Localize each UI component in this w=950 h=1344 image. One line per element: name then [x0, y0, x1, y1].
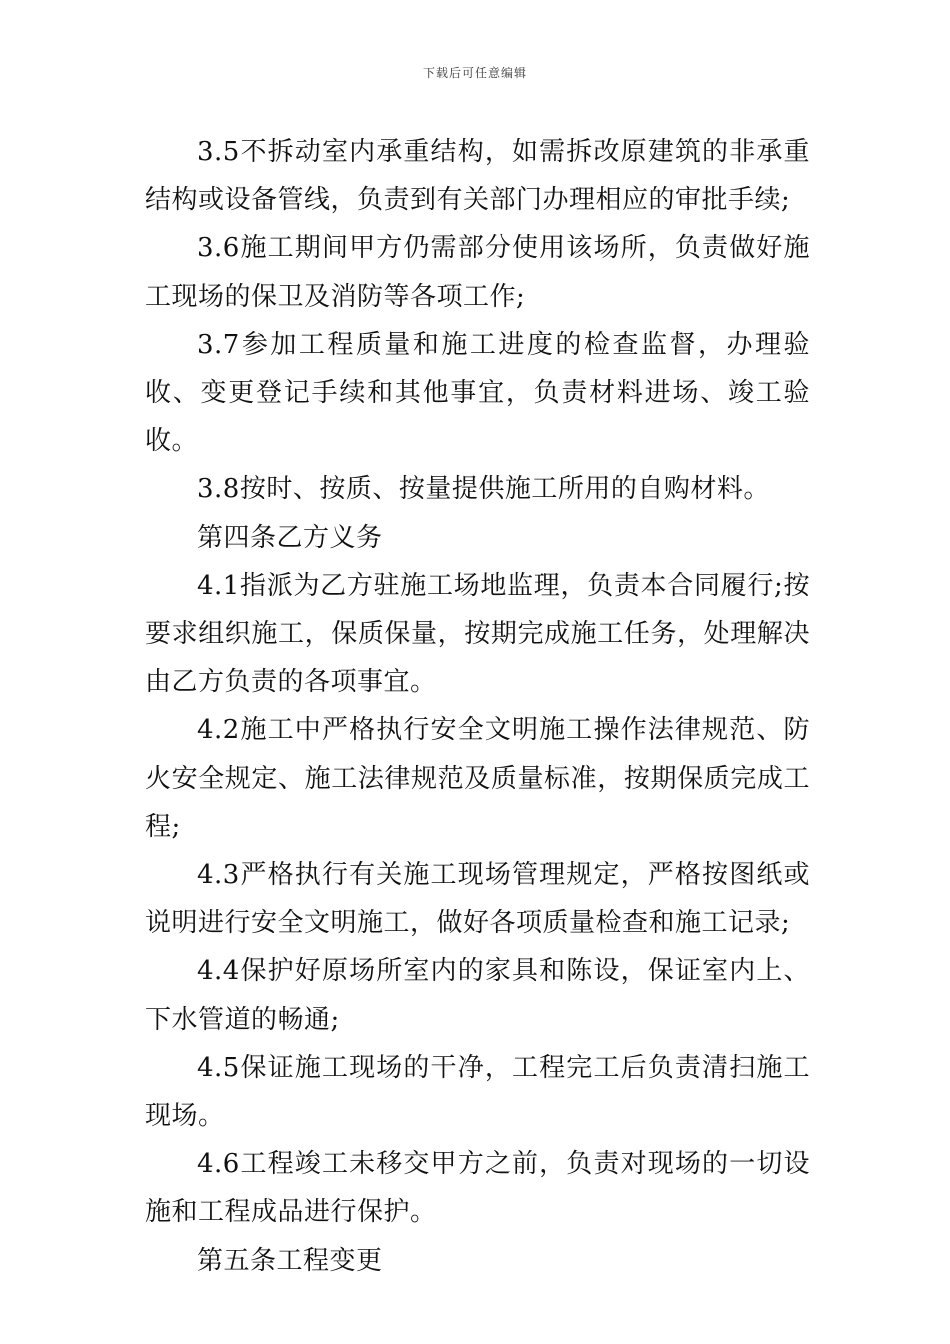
clause-4-6: 4.6工程竣工未移交甲方之前，负责对现场的一切设施和工程成品进行保护。 [145, 1149, 810, 1228]
section-heading-article-4: 第四条乙方义务 [197, 522, 383, 553]
clause-3-6: 3.6施工期间甲方仍需部分使用该场所，负责做好施工现场的保卫及消防等各项工作; [145, 233, 810, 312]
clause-3-8: 3.8按时、按质、按量提供施工所用的自购材料。 [197, 474, 770, 505]
clause-4-3: 4.3严格执行有关施工现场管理规定，严格按图纸或说明进行安全文明施工，做好各项质量检查和施工记录; [145, 860, 810, 939]
clause-4-5: 4.5保证施工现场的干净，工程完工后负责清扫施工现场。 [145, 1052, 810, 1132]
clause-3-7: 3.7参加工程质量和施工进度的检查监督，办理验收、变更登记手续和其他事宜，负责材料进场、竣工验收。 [145, 329, 810, 457]
clause-4-4: 4.4保护好原场所室内的家具和陈设，保证室内上、下水管道的畅通; [145, 956, 810, 1035]
document-body [145, 128, 810, 1285]
section-heading-article-5: 第五条工程变更 [197, 1245, 383, 1276]
clause-3-5: 3.5不拆动室内承重结构，如需拆改原建筑的非承重结构或设备管线，负责到有关部门办理相应的审批手续; [145, 137, 810, 216]
clause-4-2: 4.2施工中严格执行安全文明施工操作法律规范、防火安全规定、施工法律规范及质量标准，按期保质完成工程; [145, 715, 810, 842]
clause-4-1: 4.1指派为乙方驻施工场地监理，负责本合同履行;按要求组织施工，保质保量，按期完成施工任务，处理解决由乙方负责的各项事宜。 [145, 570, 810, 698]
page-header-note: 下载后可任意编辑 [422, 66, 527, 80]
